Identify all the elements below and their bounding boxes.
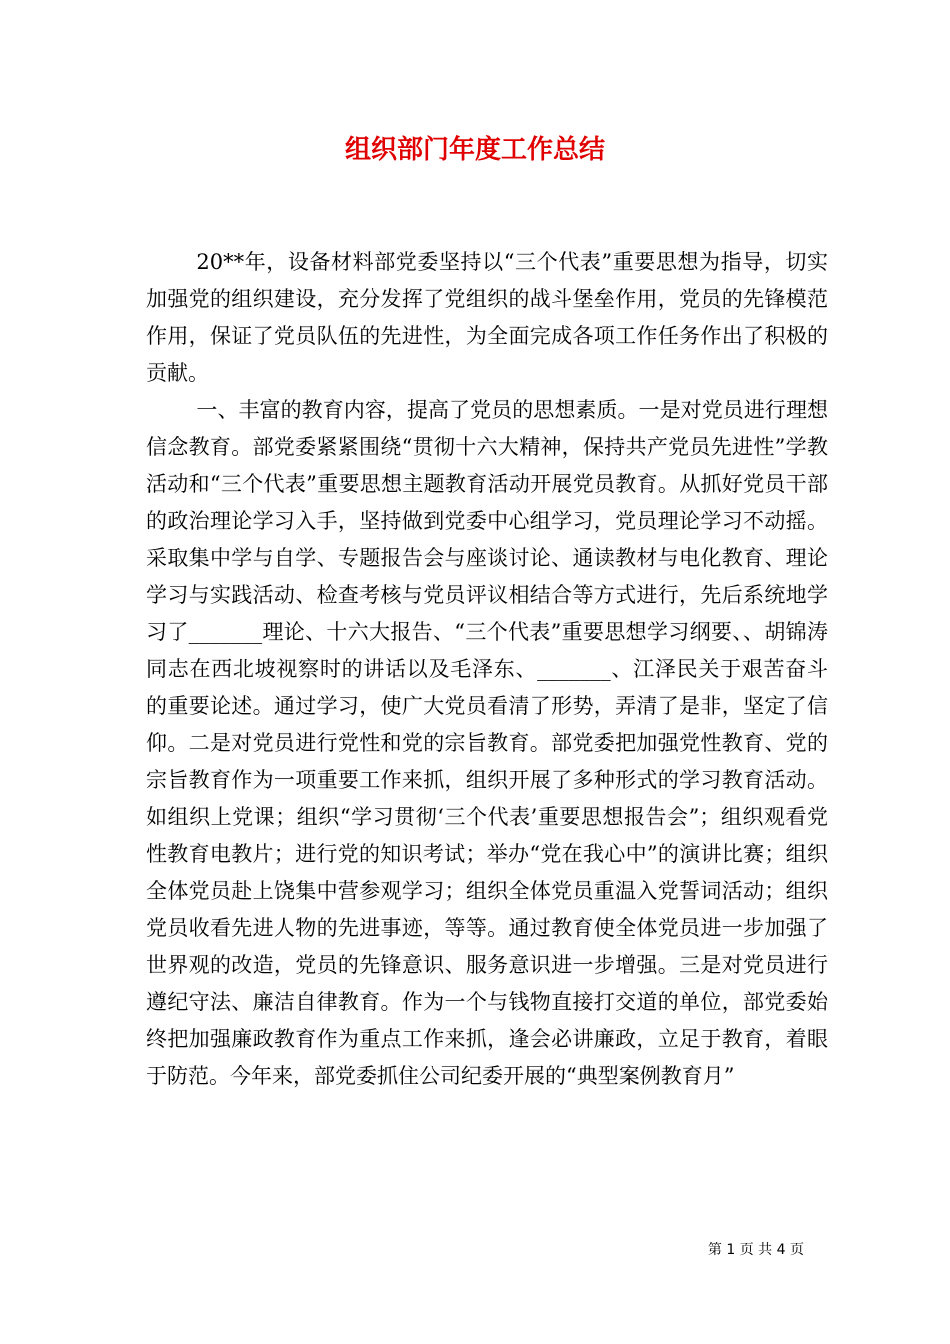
page-number: 第 1 页 共 4 页	[707, 1242, 804, 1258]
paragraph-intro: 20**年，设备材料部党委坚持以“三个代表”重要思想为指导，切实加强党的组织建设，充分发挥了党组织的战斗堡垒作用，党员的先锋模范作用，保证了党员队伍的先进性，为全面完成各项工作任务作出了积极的贡献。	[146, 250, 828, 385]
document-title: 组织部门年度工作总结	[344, 135, 605, 165]
paragraph-section-one: 一、丰富的教育内容，提高了党员的思想素质。一是对党员进行理想信念教育。部党委紧紧围绕“贯彻十六大精神，保持共产党员先进性”学教活动和“三个代表”重要思想主题教育活动开展党员教育。从抓好党员干部的政治理论学习入手，坚持做到党委中心组学习，党员理论学习不动摇。采取集中学与自学、专题报告会与座谈讨论、通读教材与电化教育、理论学习与实践活动、检查考核与党员评议相结合等方式进行，先后系统地学习了_______理论、十六大报告、“三个代表”重要思想学习纲要、、胡锦涛同志在西北坡视察时的讲话以及毛泽东、_______、江泽民关于艰苦奋斗的重要论述。通过学习，使广大党员看清了形势，弄清了是非，坚定了信仰。二是对党员进行党性和党的宗旨教育。部党委把加强党性教育、党的宗旨教育作为一项重要工作来抓，组织开展了多种形式的学习教育活动。如组织上党课；组织“学习贯彻‘三个代表’重要思想报告会”；组织观看党性教育电教片；进行党的知识考试；举办“党在我心中”的演讲比赛；组织全体党员赴上饶集中营参观学习；组织全体党员重温入党誓词活动；组织党员收看先进人物的先进事迹，等等。通过教育使全体党员进一步加强了世界观的改造，党员的先锋意识、服务意识进一步增强。三是对党员进行遵纪守法、廉洁自律教育。作为一个与钱物直接打交道的单位，部党委始终把加强廉政教育作为重点工作来抓，逢会必讲廉政，立足于教育，着眼于防范。今年来，部党委抓住公司纪委开展的“典型案例教育月”	[146, 398, 828, 1088]
document-body	[146, 244, 828, 1095]
